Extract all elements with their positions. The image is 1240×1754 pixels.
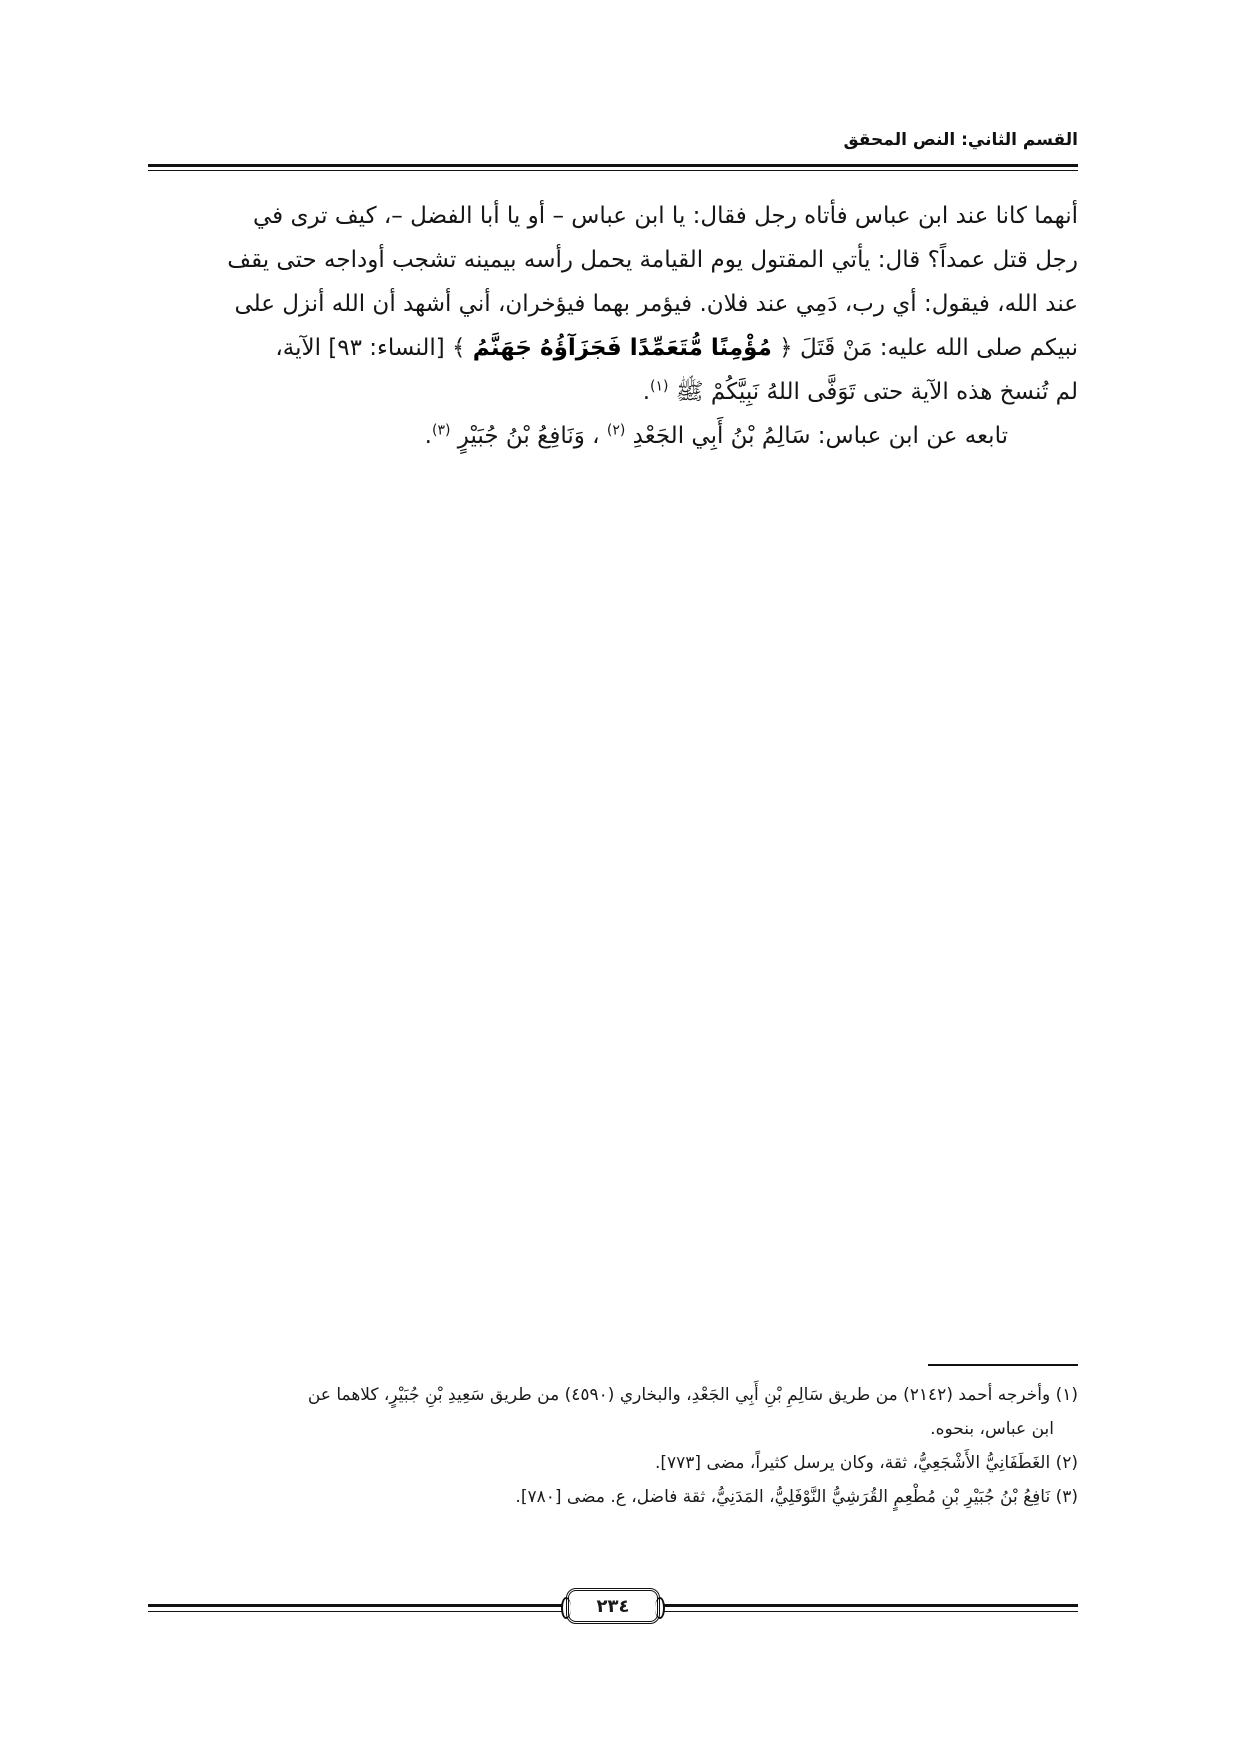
footnote-3: (٣) نَافِعُ بْنُ جُبَيْرِ بْنِ مُطْعِمٍ القُرَشِيُّ النَّوْفَلِيُّ، المَدَنِيُّ، ثقة فاضل، ع. مضى [٧٨٠]. — [515, 1487, 1078, 1507]
body-line-6-a: تابعه عن ابن عباس: سَالِمُ بْنُ أَبِي الجَعْدِ — [632, 423, 1008, 449]
body-line-1: أنهما كانا عند ابن عباس فأتاه رجل فقال: يا ابن عباس – أو يا أبا الفضل –، كيف ترى في — [252, 203, 1078, 229]
footer-rule-right-thick — [664, 1604, 1078, 1607]
footnote-1-continuation: ابن عباس، بنحوه. — [930, 1419, 1054, 1439]
body-line-2: رجل قتل عمداً؟ قال: يأتي المقتول يوم القيامة يحمل رأسه بيمينه تشجب أوداجه حتى يقف — [227, 247, 1078, 273]
body-line-5: لم تُنسخ هذه الآية حتى تَوَفَّى اللهُ نَبِيَّكُمْ ﷺ $^{(١)}$. — [642, 378, 1078, 405]
header-rule-thick — [148, 164, 1078, 167]
footnote-separator — [928, 1364, 1078, 1366]
footnote-ref-1: (١) — [650, 378, 669, 395]
page-header-title: القسم الثاني: النص المحقق — [843, 130, 1078, 150]
footer-rule-right-thin — [664, 1611, 1078, 1612]
quran-verse: مُؤْمِنًا مُّتَعَمِّدًا فَجَزَآؤُهُ جَهَنَّمُ — [472, 335, 772, 361]
page-number: ٢٣٤ — [596, 1595, 630, 1617]
page-number-frame — [566, 1588, 660, 1624]
body-line-6: تابعه عن ابن عباس: سَالِمُ بْنُ أَبِي الجَعْدِ $^{(٢)}$ ، وَنَافِعُ بْنُ جُبَيْرٍ $^{(٣)}$. — [424, 422, 1008, 449]
footnote-ref-2: (٢) — [606, 422, 626, 439]
body-line-6-b: ، وَنَافِعُ بْنُ جُبَيْرٍ — [457, 423, 600, 449]
footer-rule-left-thin — [148, 1611, 562, 1612]
body-line-5-text: لم تُنسخ هذه الآية حتى تَوَفَّى اللهُ نَبِيَّكُمْ ﷺ — [675, 379, 1078, 405]
body-line-4-suffix: ﴾ [النساء: ٩٣] الآية، — [275, 335, 466, 361]
footnote-ref-3: (٣) — [431, 422, 451, 439]
footer-rule-left-thick — [148, 1604, 562, 1607]
body-line-4 — [148, 326, 1078, 370]
footnote-1: (١) وأخرجه أحمد (٢١٤٢) من طريق سَالِمِ بْنِ أَبِي الجَعْدِ، والبخاري (٤٥٩٠) من طريق سَعِيدِ بْنِ جُبَيْرٍ، كلاهما عن — [307, 1385, 1078, 1405]
footnote-2: (٢) الغَطَفَانِيُّ الأَشْجَعِيُّ، ثقة، وكان يرسل كثيراً، مضى [٧٧٣]. — [654, 1453, 1078, 1473]
body-line-4-prefix: نبيكم صلى الله عليه: مَنْ قَتَلَ ﴿ — [779, 335, 1078, 361]
body-line-3: عند الله، فيقول: أي رب، دَمِي عند فلان. فيؤمر بهما فيؤخران، أني أشهد أن الله أنزل على — [234, 291, 1078, 317]
main-text — [148, 194, 1078, 458]
footnotes — [148, 1378, 1078, 1514]
header-rule-thin — [148, 170, 1078, 171]
